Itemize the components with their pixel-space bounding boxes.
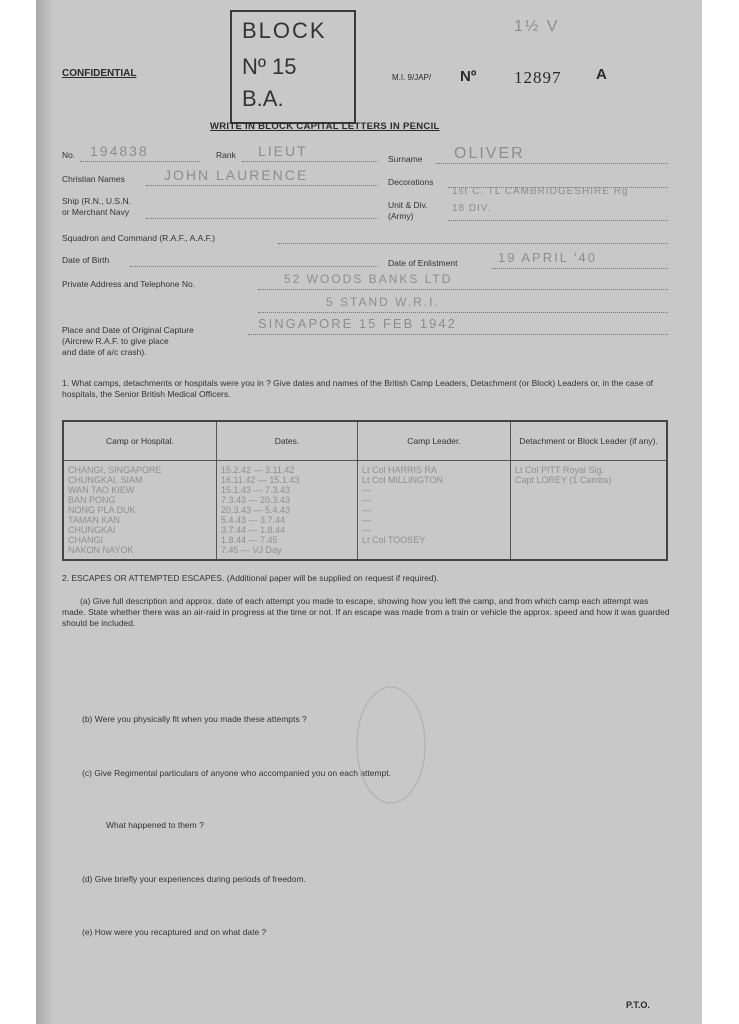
ship-label-2: or Merchant Navy [62,207,130,217]
squadron-label: Squadron and Command (R.A.F., A.A.F.) [62,233,216,243]
detachment-leader-column [511,461,668,561]
date-entry: 15.1.43 — 7.3.43 [221,485,291,495]
camp-entry: TAMAN KAN [68,515,120,525]
capture-label-2: (Aircrew R.A.F. to give place [62,336,169,346]
leader-entry: Lt Col MILLINGTON [362,475,443,485]
camp-entry: CHUNGKAI, SIAM [68,475,143,485]
date-entry: 16.11.42 — 15.1.43 [221,475,300,485]
unit-label-2: (Army) [388,211,414,221]
surname-value: OLIVER [454,145,525,162]
christian-names-label: Christian Names [62,174,125,184]
surname-label: Surname [388,154,423,164]
dob-label: Date of Birth [62,255,110,265]
stamp-line-2: Nº 15 [242,54,297,79]
question-1: 1. What camps, detachments or hospitals were you in ? Give dates and names of the British Camp Leaders, Detachment (or Block) Leaders or, in the case of hospitals, the Senior British Medical Officers. [62,378,654,399]
ship-label-1: Ship (R.N., U.S.N. [62,196,131,206]
capture-value: SINGAPORE 15 FEB 1942 [258,316,457,331]
camps-table [62,420,668,561]
capture-label-3: and date of a/c crash). [62,347,147,357]
date-entry: 1.8.44 — 7.45 [221,535,278,545]
dates-column [217,461,358,561]
question-2a: (a) Give full description and approx. date of each attempt you made to escape, showing how you left the camp, and from which camp each attempt was made. State whether there was an air-raid in progress at the time or not. If an escape was made from a train or vehicle the approx. speed and how it was guarded should be included. [62,596,670,628]
leader-entry: — [362,495,371,505]
pto-label: P.T.O. [626,1000,650,1010]
camp-entry: CHANGI [68,535,104,545]
question-2c-followup: What happened to them ? [106,820,204,830]
form-ref: M.I. 9/JAP/ [392,73,432,82]
enlistment-label: Date of Enlistment [388,258,458,268]
question-2c: (c) Give Regimental particulars of anyone who accompanied you on each attempt. [82,768,391,778]
unit-value-1: 1st C. TL CAMBRIDGESHIRE Rg [452,186,629,197]
no-label: No. [62,150,76,160]
question-2d: (d) Give briefly your experiences during periods of freedom. [82,874,306,884]
col-header-detachment-leader: Detachment or Block Leader (if any). [511,421,668,461]
form-series-letter: A [596,66,607,83]
col-header-camp: Camp or Hospital. [63,421,217,461]
address-label: Private Address and Telephone No. [62,279,196,289]
section-2-title: 2. ESCAPES OR ATTEMPTED ESCAPES. (Additional paper will be supplied on request if required). [62,573,439,583]
form-serial-number: 12897 [514,68,562,87]
address-value-2: 5 STAND W.R.I. [326,295,440,309]
capture-label-1: Place and Date of Original Capture [62,325,194,335]
camp-leader-column [358,461,511,561]
col-header-dates: Dates. [217,421,358,461]
christian-names-value: JOHN LAURENCE [164,167,309,183]
date-entry: 20.3.43 — 5.4.43 [221,505,291,515]
decorations-label: Decorations [388,177,434,187]
camp-entry: NONG PLA DUK [68,505,136,515]
leader-entry: — [362,515,371,525]
corner-pencil-note: 1½ V [514,18,560,35]
rank-label: Rank [216,150,236,160]
date-entry: 15.2.42 — 3.11.42 [221,465,295,475]
instruction-heading: WRITE IN BLOCK CAPITAL LETTERS IN PENCIL [210,121,440,132]
camp-entry: NAKON NAYOK [68,545,134,555]
confidential-label: CONFIDENTIAL [62,68,137,79]
date-entry: 7.3.43 — 20.3.43 [221,495,291,505]
question-2e: (e) How were you recaptured and on what date ? [82,927,267,937]
detachment-entry: Capt LOREY (1 Cambs) [515,475,612,485]
question-2b: (b) Were you physically fit when you made these attempts ? [82,714,307,724]
detachment-entry: Lt Col PITT Royal Sig. [515,465,604,475]
pencil-mark-icon [346,680,436,810]
rank-value: LIEUT [258,143,308,159]
leader-entry: — [362,525,371,535]
enlistment-value: 19 APRIL '40 [498,250,597,265]
date-entry: 3.7.44 — 1.8.44 [221,525,286,535]
date-entry: 7.45 — VJ Day [221,545,282,555]
camp-entry: CHANGI, SINGAPORE [68,465,162,475]
leader-entry: Lt Col HARRIS RA [362,465,438,475]
stamp-line-3: B.A. [242,86,284,111]
unit-label-1: Unit & Div. [388,200,428,210]
leader-entry: — [362,485,371,495]
block-stamp [230,10,356,124]
form-page [36,0,702,1024]
address-value-1: 52 WOODS BANKS LTD [284,272,453,286]
camp-entry: WAN TAO KIEW [68,485,135,495]
leader-entry: — [362,505,371,515]
camp-column [63,461,217,561]
camp-entry: CHUNGKAI [68,525,116,535]
date-entry: 5.4.43 — 3.7.44 [221,515,286,525]
camp-entry: BAN PONG [68,495,116,505]
stamp-line-1: BLOCK [242,18,327,43]
page-edge-shadow [36,0,54,1024]
no-value: 194838 [90,143,149,159]
col-header-camp-leader: Camp Leader. [358,421,511,461]
leader-entry: Lt Col TOOSEY [362,535,426,545]
number-label: Nº [460,68,477,85]
unit-value-2: 18 DIV. [452,203,492,214]
